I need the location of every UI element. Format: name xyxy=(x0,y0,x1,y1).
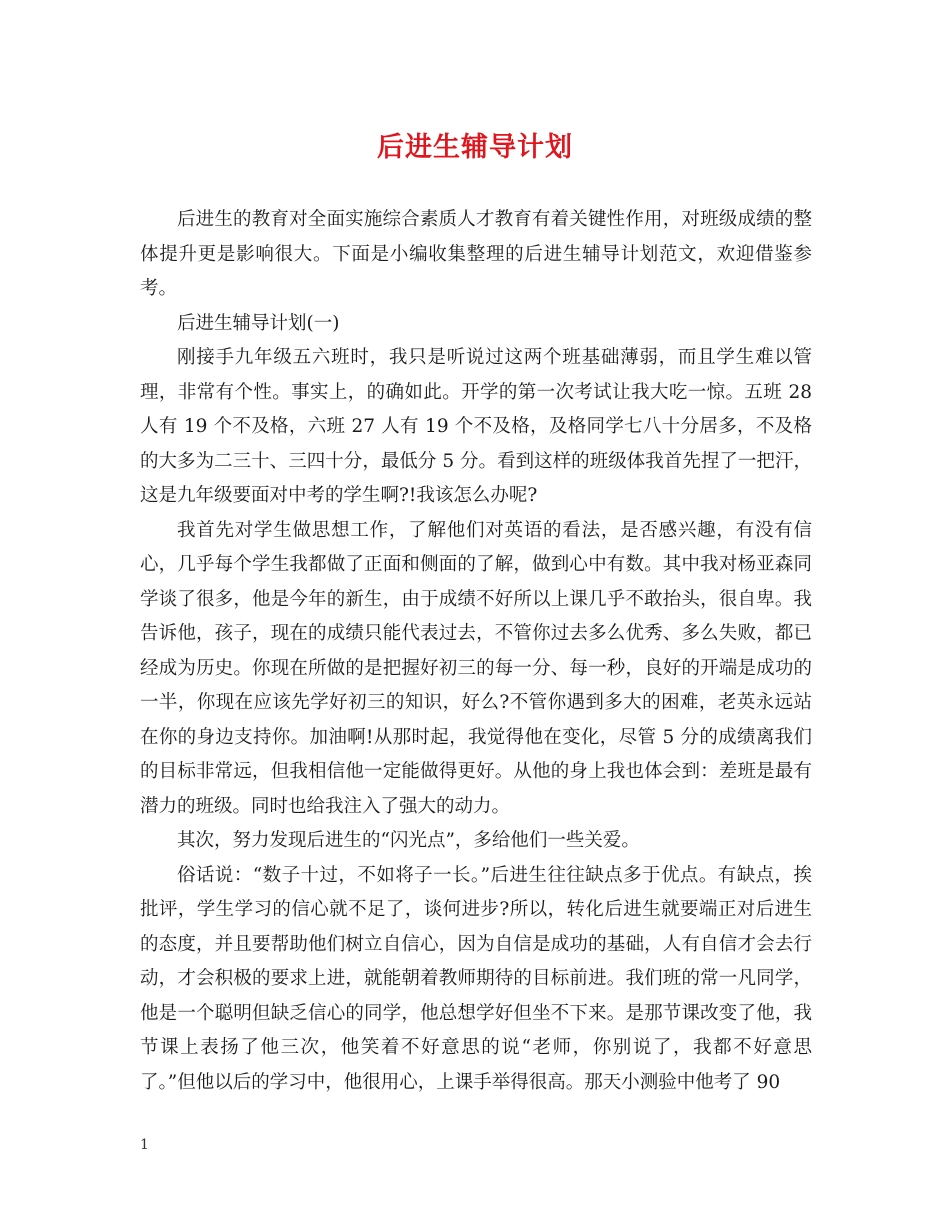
body-paragraph: 其次，努力发现后进生的“闪光点”，多给他们一些关爱。 xyxy=(177,830,640,851)
document-title: 后进生辅导计划 xyxy=(377,132,573,163)
body-paragraph: 我首先对学生做思想工作，了解他们对英语的看法，是否感兴趣，有没有信心，几乎每个学生我都做了正面和侧面的了解，做到心中有数。其中我对杨亚森同学谈了很多，他是今年的新生，由于成绩不好所以上课几乎不敢抬头，很自卑。我告诉他，孩子，现在的成绩只能代表过去，不管你过去多么优秀、多么失败，都已经成为历史。你现在所做的是把握好初三的每一分、每一秒，良好的开端是成功的一半，你现在应该先学好初三的知识，好么?不管你遇到多大的困难，老英永远站在你的身边支持你。加油啊!从那时起，我觉得他在变化，尽管 5 分的成绩离我们的目标非常远，但我相信他一定能做得更好。从他的身上我也体会到：差班是最有潜力的班级。同时也给我注入了强大的动力。 xyxy=(140,519,812,817)
section-heading: 后进生辅导计划(一) xyxy=(177,312,340,334)
body-paragraph: 俗话说：“数子十过，不如将子一长。”后进生往往缺点多于优点。有缺点，挨批评，学生学习的信心就不足了，谈何进步?所以，转化后进生就要端正对后进生的态度，并且要帮助他们树立自信心，因为自信是成功的基础，人有自信才会去行动，才会积极的要求上进，就能朝着教师期待的目标前进。我们班的常一凡同学，他是一个聪明但缺乏信心的同学，他总想学好但坐不下来。是那节课改变了他，我节课上表扬了他三次，他笑着不好意思的说“老师，你别说了，我都不好意思了。”但他以后的学习中，他很用心，上课手举得很高。那天小测验中他考了 90 xyxy=(140,864,812,1093)
body-paragraph: 刚接手九年级五六班时，我只是听说过这两个班基础薄弱，而且学生难以管理，非常有个性。事实上，的确如此。开学的第一次考试让我大吃一惊。五班 28 人有 19 个不及格，六班 27 人有 19 个不及格，及格同学七八十分居多，不及格的大多为二三十、三四十分，最低分 5 分。看到这样的班级体我首先捏了一把汗，这是九年级要面对中考的学生啊?!我该怎么办呢? xyxy=(140,347,812,506)
intro-paragraph: 后进生的教育对全面实施综合素质人才教育有着关键性作用，对班级成绩的整体提升更是影响很大。下面是小编收集整理的后进生辅导计划范文，欢迎借鉴参考。 xyxy=(140,209,812,299)
page-number: 1 xyxy=(140,1137,149,1153)
document-body xyxy=(140,203,812,1100)
